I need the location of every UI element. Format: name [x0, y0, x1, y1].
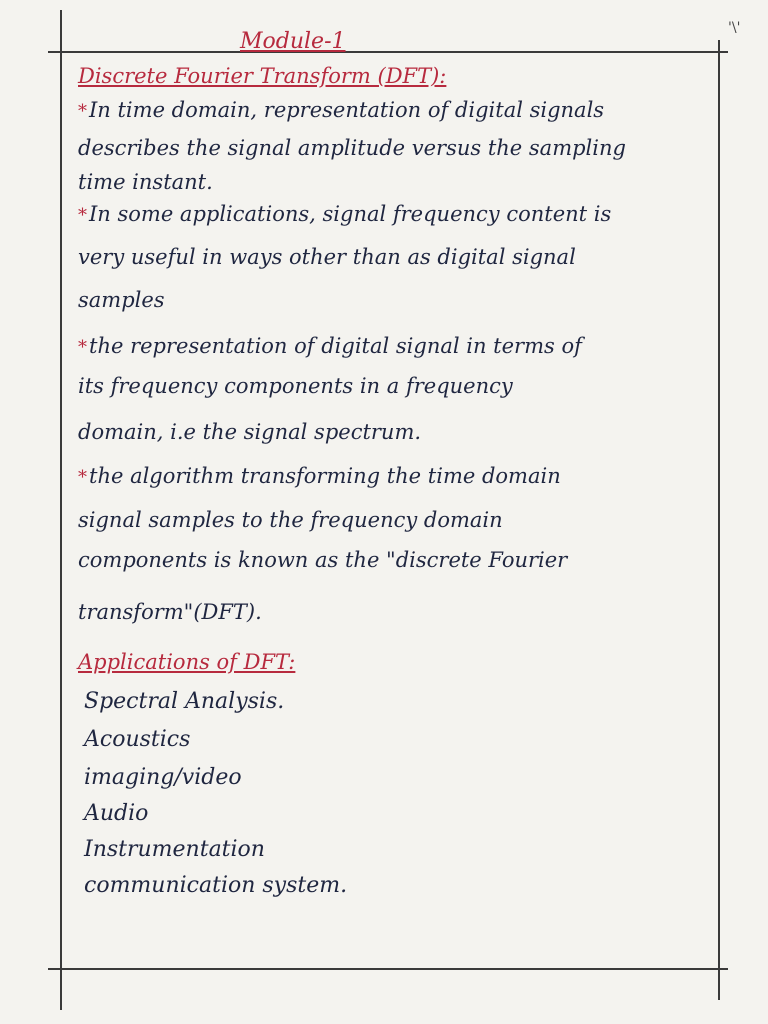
- page-title: Module-1: [240, 29, 346, 54]
- bottom-margin-line: [48, 968, 728, 970]
- paragraph-line: [78, 200, 718, 230]
- bullet-star: *: [78, 467, 87, 488]
- paragraph-line: very useful in ways other than as digital signal: [78, 245, 576, 269]
- section-heading: Discrete Fourier Transform (DFT):: [78, 64, 447, 88]
- application-item: imaging/video: [84, 765, 242, 790]
- line-text: the representation of digital signal in terms of: [89, 334, 582, 358]
- paragraph-line: time instant.: [78, 170, 213, 194]
- applications-heading: Applications of DFT:: [78, 650, 296, 674]
- line-text: In time domain, representation of digital signals: [89, 98, 605, 122]
- left-margin-line: [60, 10, 62, 1010]
- paragraph-line: describes the signal amplitude versus the sampling: [78, 136, 626, 160]
- paragraph-line: signal samples to the frequency domain: [78, 508, 503, 532]
- paragraph-line: [78, 332, 718, 362]
- line-text: In some applications, signal frequency content is: [89, 202, 612, 226]
- bullet-star: *: [78, 101, 87, 122]
- application-item: Acoustics: [84, 727, 191, 752]
- paragraph-line: [78, 96, 718, 126]
- paragraph-line: its frequency components in a frequency: [78, 374, 513, 398]
- corner-mark: '\': [728, 20, 741, 36]
- paragraph-line: domain, i.e the signal spectrum.: [78, 420, 422, 444]
- paragraph-line: [78, 462, 718, 492]
- application-item: Instrumentation: [84, 837, 265, 862]
- bullet-star: *: [78, 337, 87, 358]
- application-item: Spectral Analysis.: [84, 689, 285, 714]
- paragraph-line: transform"(DFT).: [78, 600, 262, 624]
- line-text: the algorithm transforming the time domain: [89, 464, 561, 488]
- paragraph-line: samples: [78, 288, 165, 312]
- application-item: communication system.: [84, 873, 348, 898]
- bullet-star: *: [78, 205, 87, 226]
- paragraph-line: components is known as the "discrete Fourier: [78, 548, 568, 572]
- application-item: Audio: [84, 801, 149, 826]
